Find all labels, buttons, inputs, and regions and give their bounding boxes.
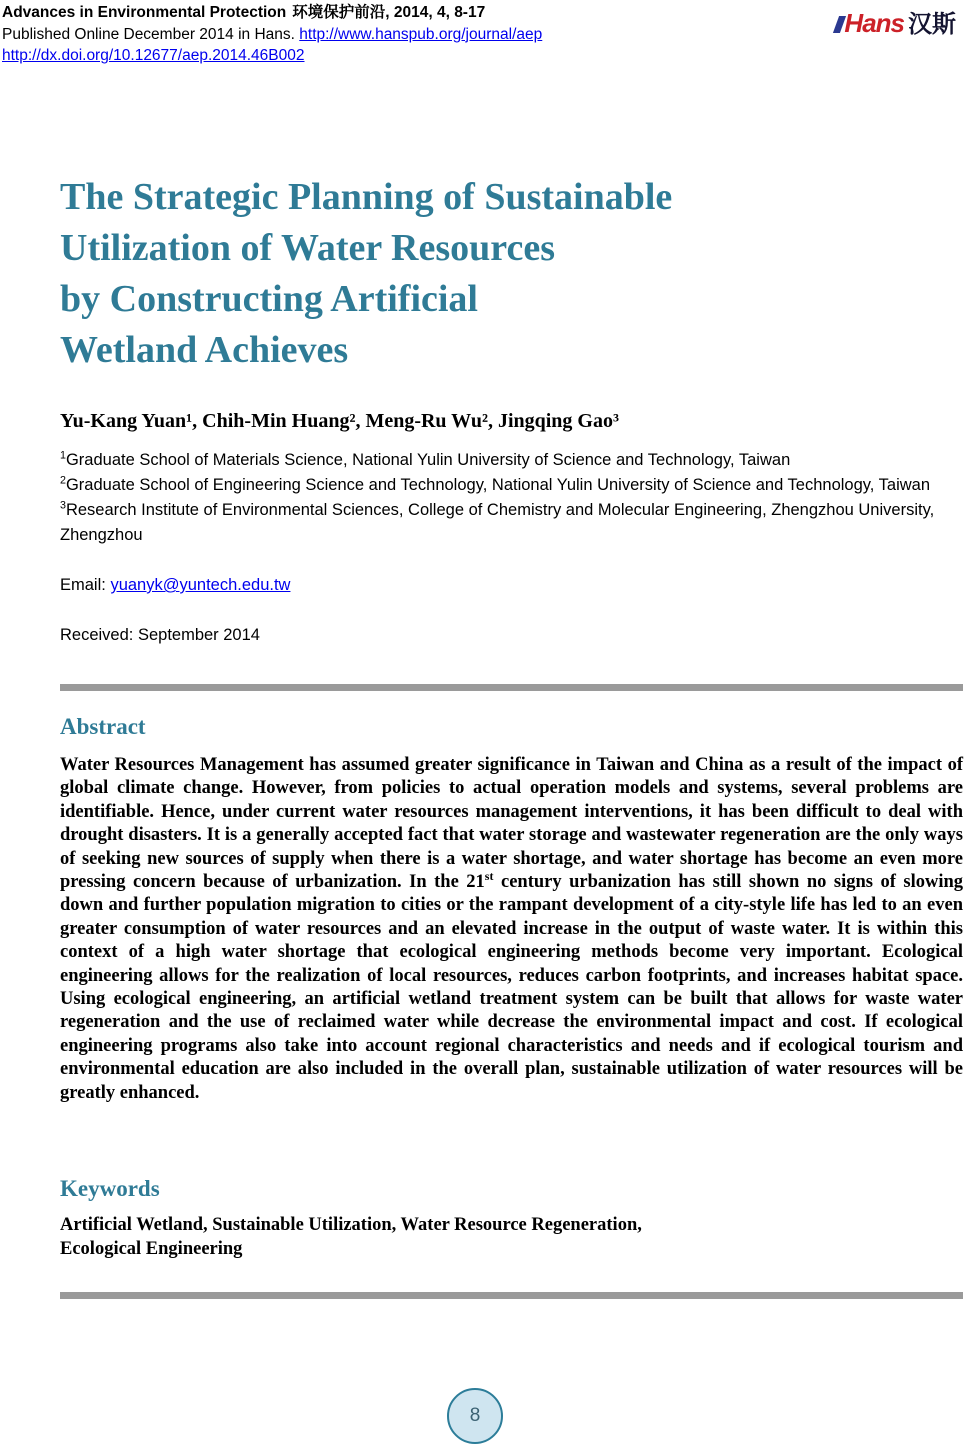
journal-url-link[interactable]: http://www.hanspub.org/journal/aep xyxy=(299,25,543,43)
doi-line xyxy=(2,45,542,67)
page-number: 8 xyxy=(469,1405,481,1426)
abstract-heading: Abstract xyxy=(60,714,146,739)
keywords-text xyxy=(60,1214,963,1261)
affiliation-3-text: Research Institute of Environmental Sciences, College of Chemistry and Molecular Engineering, Zhengzhou University, Zhengzhou xyxy=(60,501,935,544)
affiliation-3 xyxy=(60,498,963,548)
logo-cjk-text: 汉斯 xyxy=(908,11,956,38)
publisher-logo xyxy=(836,4,956,39)
title-line-4: Wetland Achieves xyxy=(60,329,349,371)
section-divider-top xyxy=(60,684,963,691)
affiliation-2-text: Graduate School of Engineering Science and Technology, National Yulin University of Science and Technology, Taiwan xyxy=(65,476,931,494)
journal-title-line xyxy=(2,2,542,24)
affiliation-1-text: Graduate School of Materials Science, National Yulin University of Science and Technology, Taiwan xyxy=(65,451,791,469)
email-link[interactable]: yuanyk@yuntech.edu.tw xyxy=(110,576,291,594)
affiliation-2-superscript: 2 xyxy=(60,474,66,487)
ordinal-superscript: st xyxy=(484,868,494,883)
abstract-text-part-2: century urbanization has still shown no signs of slowing down and further population migration to cities or the rampant development of a city-style life has led to an even greater consumption of water resources and an elevated increase in the output of waste water. It is within this context of a high water shortage that ecological engineering methods become very important. Ecological engineering allows for the realization of local resources, reduces carbon footprints, and increases habitat space. Using ecological engineering, an artificial wetland treatment system can be built that allows for waste water regeneration and the use of reclaimed water while decrease the environmental impact and cost. If ecological engineering programs also take into account regional characteristics and needs and if ecological tourism and environmental education are also included in the overall plan, sustainable utilization of water resources will be greatly enhanced. xyxy=(60,872,963,1103)
keywords-line-1: Artificial Wetland, Sustainable Utilization, Water Resource Regeneration, xyxy=(60,1215,642,1235)
received-date: Received: September 2014 xyxy=(60,626,260,644)
abstract-text xyxy=(60,754,963,1105)
title-line-3: by Constructing Artificial xyxy=(60,278,478,320)
issue-info: , 2014, 4, 8-17 xyxy=(385,4,486,21)
email-label: Email: xyxy=(60,576,111,594)
affiliation-1 xyxy=(60,448,963,473)
email-line xyxy=(60,576,963,595)
doi-url-link[interactable]: http://dx.doi.org/10.12677/aep.2014.46B002 xyxy=(2,47,305,64)
affiliation-1-superscript: 1 xyxy=(60,449,66,462)
keywords-heading: Keywords xyxy=(60,1176,160,1201)
section-divider-bottom xyxy=(60,1292,963,1299)
journal-header xyxy=(2,2,542,67)
published-line xyxy=(2,24,542,46)
authors-line: Yu-Kang Yuan¹, Chih-Min Huang², Meng-Ru Wu², Jingqing Gao³ xyxy=(60,410,619,432)
title-line-2: Utilization of Water Resources xyxy=(60,227,555,269)
keywords-line-2: Ecological Engineering xyxy=(60,1238,243,1259)
affiliation-2 xyxy=(60,473,963,498)
page-number-badge xyxy=(447,1388,503,1444)
published-prefix: Published Online December 2014 in Hans. xyxy=(2,25,300,43)
journal-name-cjk: 环境保护前沿 xyxy=(292,4,386,21)
abstract-text-part-1: Water Resources Management has assumed greater significance in Taiwan and China as a result of the impact of global climate change. However, from policies to actual operation models and systems, several problems are identifiable. Hence, under current water resources management interventions, it has been difficult to deal with drought disasters. It is a generally accepted fact that water storage and wastewater regeneration are the only ways of seeking new sources of supply when there is a water shortage, and water shortage has become an even more pressing concern because of urbanization. In the 21 xyxy=(60,755,963,893)
affiliation-3-superscript: 3 xyxy=(60,499,66,512)
journal-name: Advances in Environmental Protection xyxy=(2,4,287,21)
logo-latin-text: Hans xyxy=(844,8,904,38)
article-title xyxy=(60,172,966,376)
affiliations-block xyxy=(60,448,963,548)
title-line-1: The Strategic Planning of Sustainable xyxy=(60,176,673,218)
